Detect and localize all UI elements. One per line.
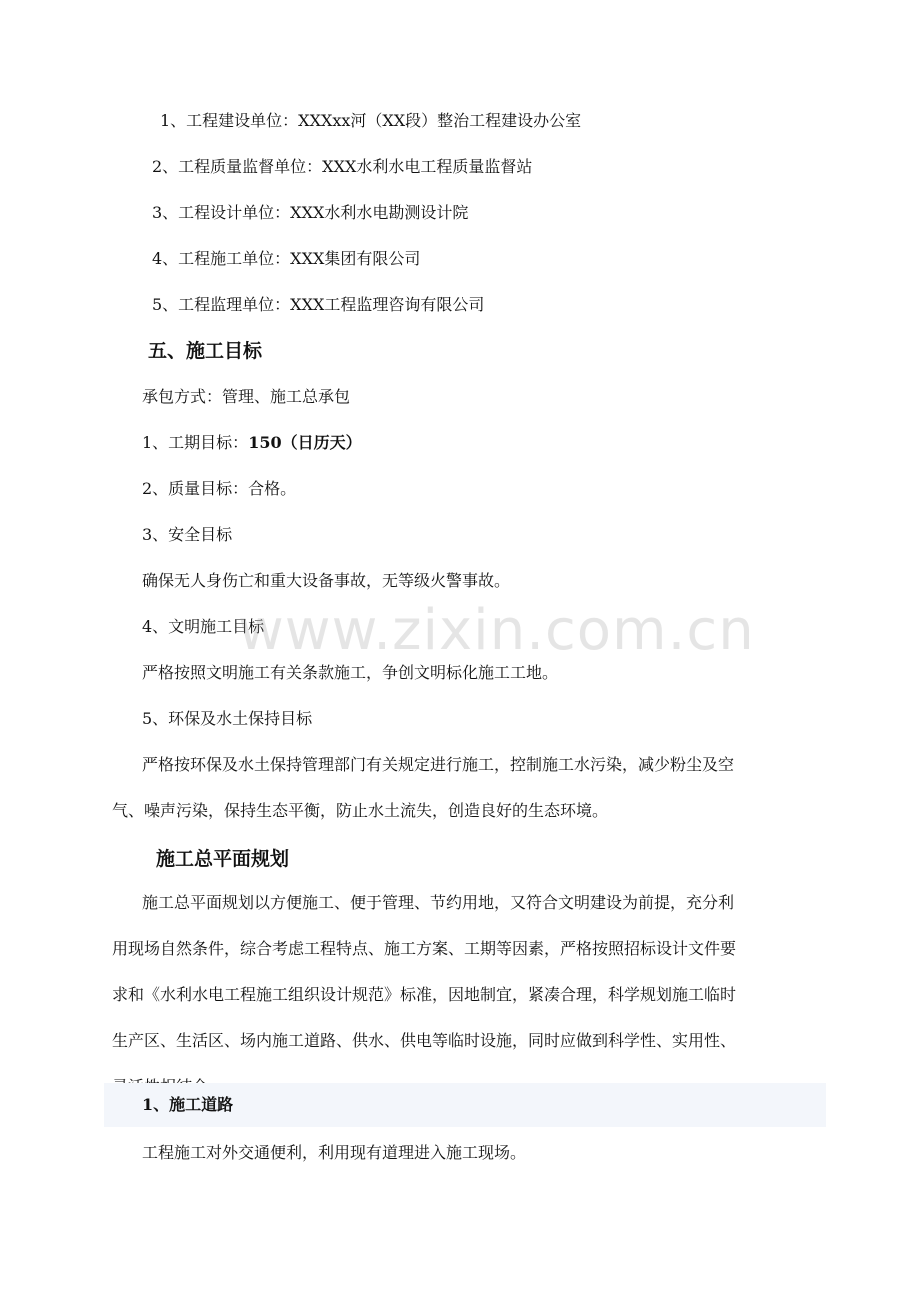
unit-design: 3、工程设计单位：XXX水利水电勘测设计院 xyxy=(152,203,469,222)
safety-goal-text: 确保无人身伤亡和重大设备事故，无等级火警事故。 xyxy=(142,571,511,590)
schedule-goal-label: 1、工期目标： xyxy=(142,433,249,452)
layout-line-2: 用现场自然条件，综合考虑工程特点、施工方案、工期等因素，严格按照招标设计文件要 xyxy=(112,939,737,958)
watermark: www.zixin.com.cn xyxy=(238,598,755,663)
section-heading-layout: 施工总平面规划 xyxy=(156,848,290,870)
civil-goal-text: 严格按照文明施工有关条款施工，争创文明标化施工工地。 xyxy=(142,663,559,682)
contract-mode: 承包方式：管理、施工总承包 xyxy=(142,387,351,406)
layout-line-4: 生产区、生活区、场内施工道路、供水、供电等临时设施，同时应做到科学性、实用性、 xyxy=(112,1031,737,1050)
unit-contractor: 4、工程施工单位：XXX集团有限公司 xyxy=(152,249,421,268)
layout-line-1: 施工总平面规划以方便施工、便于管理、节约用地，又符合文明建设为前提，充分利 xyxy=(142,893,735,912)
quality-goal: 2、质量目标：合格。 xyxy=(142,479,297,498)
schedule-goal-value: 150（日历天） xyxy=(248,433,362,452)
env-goal-line-2: 气、噪声污染，保持生态平衡，防止水土流失，创造良好的生态环境。 xyxy=(112,801,609,820)
unit-construction: 1、工程建设单位：XXXxx河（XX段）整治工程建设办公室 xyxy=(160,111,582,130)
unit-quality-supervision: 2、工程质量监督单位：XXX水利水电工程质量监督站 xyxy=(152,157,533,176)
section-heading-goals: 五、施工目标 xyxy=(148,340,263,362)
civil-goal-title: 4、文明施工目标 xyxy=(142,617,265,636)
safety-goal-title: 3、安全目标 xyxy=(142,525,233,544)
env-goal-line-1: 严格按环保及水土保持管理部门有关规定进行施工，控制施工水污染，减少粉尘及空 xyxy=(142,755,735,774)
schedule-goal xyxy=(142,432,362,454)
road-text: 工程施工对外交通便利，利用现有道理进入施工现场。 xyxy=(142,1143,527,1162)
road-title: 1、施工道路 xyxy=(142,1095,234,1114)
unit-supervisor: 5、工程监理单位：XXX工程监理咨询有限公司 xyxy=(152,295,485,314)
layout-line-3: 求和《水利水电工程施工组织设计规范》标准，因地制宜，紧凑合理，科学规划施工临时 xyxy=(112,985,737,1004)
env-goal-title: 5、环保及水土保持目标 xyxy=(142,709,313,728)
